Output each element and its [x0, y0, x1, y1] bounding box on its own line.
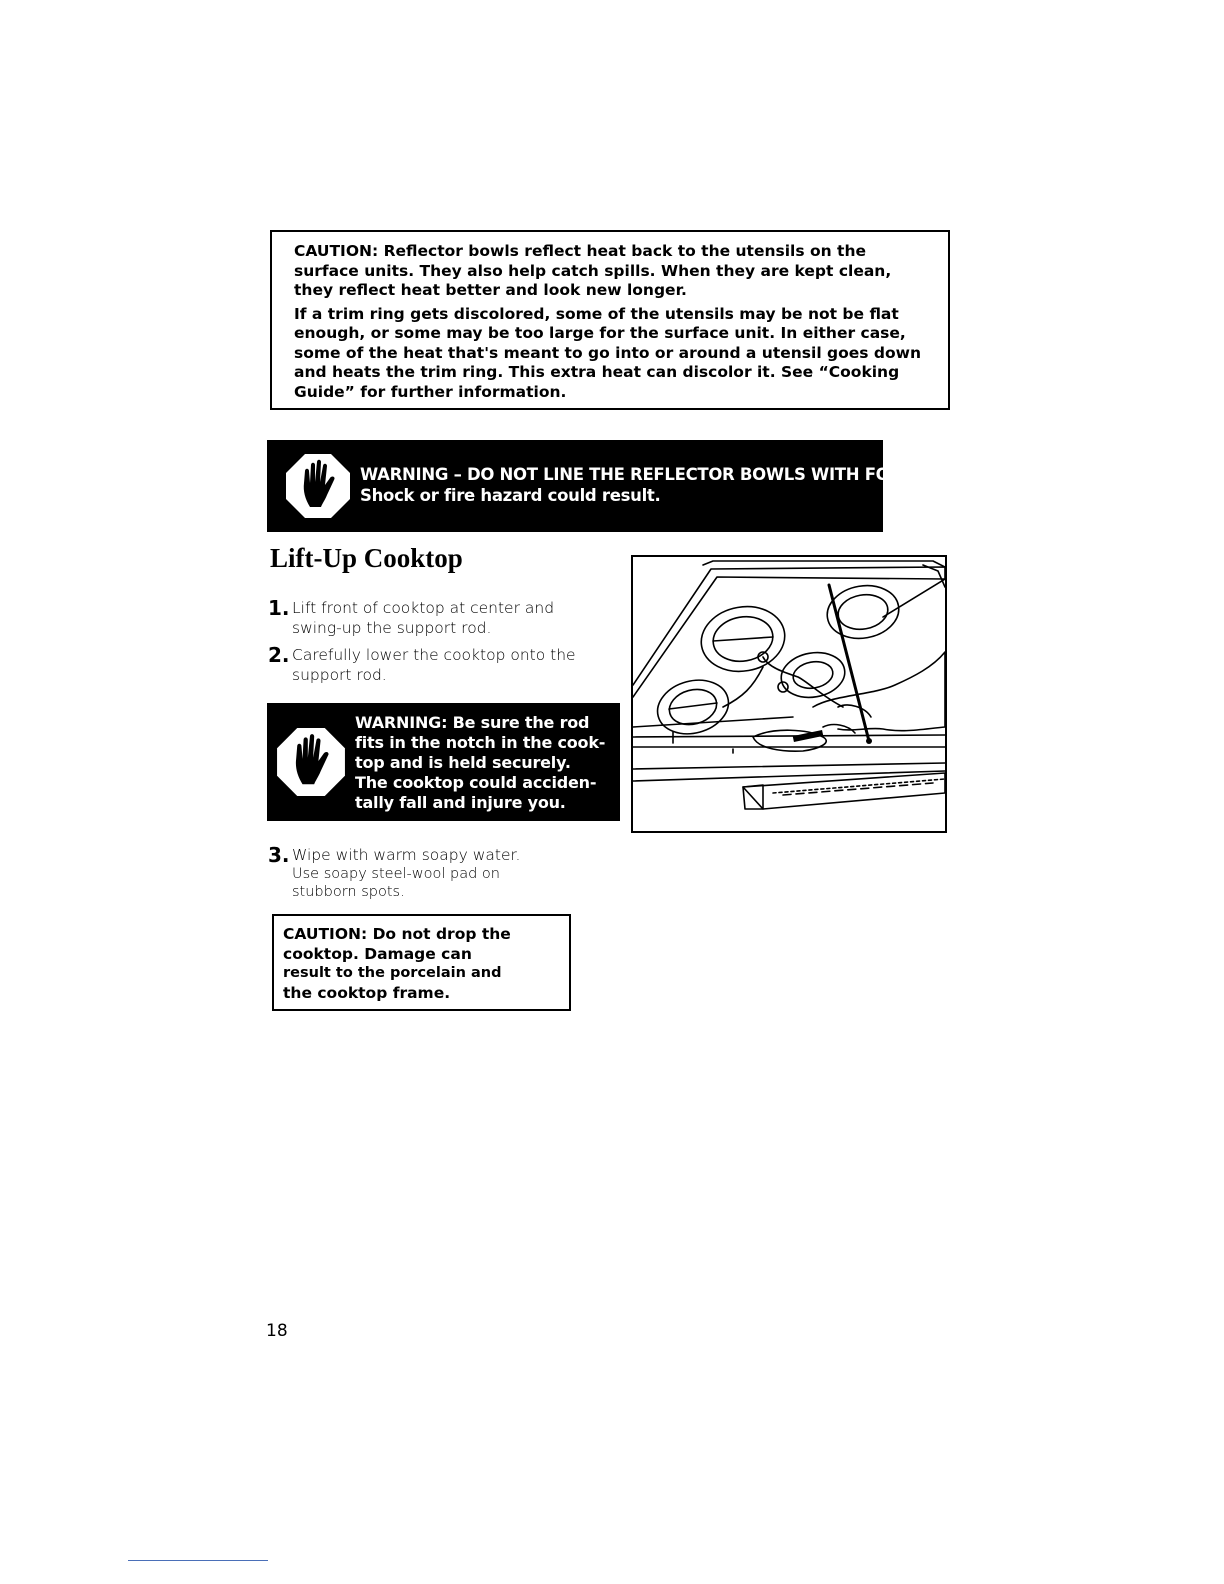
warning-side-line-3: top and is held securely.	[355, 753, 571, 772]
caution-box-reflector-bowls	[270, 230, 950, 410]
warning-side-line-5: tally fall and injure you.	[355, 793, 566, 812]
step-2-number: 2.	[268, 643, 290, 667]
warning-side-text	[355, 713, 605, 813]
step-3-body	[292, 845, 552, 901]
lift-up-cooktop-drawing	[633, 557, 945, 831]
step-2-text: Carefully lower the cooktop onto the support rod.	[292, 646, 576, 684]
caution-paragraph-1: CAUTION: Reflector bowls reflect heat back to the utensils on the surface units. They also help catch spills. When they are kept clean, they reflect heat better and look new longer.	[294, 242, 892, 299]
hand-stop-icon	[276, 727, 346, 797]
caution-box-drop	[272, 914, 571, 1011]
section-title: Lift-Up Cooktop	[270, 543, 463, 573]
page-number: 18	[266, 1321, 288, 1341]
caution-drop-line-3: result to the porcelain and	[283, 965, 502, 981]
step-1-text: Lift front of cooktop at center and swing-up the support rod.	[292, 599, 555, 637]
warning-side-line-1: WARNING: Be sure the rod	[355, 713, 590, 732]
warning-banner-line-1: WARNING – DO NOT LINE THE REFLECTOR BOWLS WITH FOIL.	[360, 465, 912, 484]
step-3-subtext: Use soapy steel-wool pad on stubborn spots.	[292, 866, 500, 900]
step-1-number: 1.	[268, 596, 290, 620]
warning-banner-foil	[267, 440, 912, 532]
caution-drop-line-4: the cooktop frame.	[283, 983, 451, 1002]
step-3-number: 3.	[268, 843, 290, 867]
warning-banner-text	[360, 464, 911, 506]
caution-drop-line-1: CAUTION: Do not drop the	[283, 925, 511, 943]
cooktop-illustration	[631, 555, 947, 833]
warning-banner-line-2: Shock or fire hazard could result.	[360, 486, 661, 505]
caution-drop-line-2: cooktop. Damage can	[283, 944, 472, 963]
step-3-text: Wipe with warm soapy water.	[292, 846, 521, 864]
hand-stop-icon	[285, 453, 351, 519]
warning-side-line-2: fits in the notch in the cook-	[355, 733, 606, 752]
footer-rule	[128, 1560, 268, 1561]
caution-paragraph-2: If a trim ring gets discolored, some of the utensils may be not be flat enough, or some may be too large for the surface unit. In either case, some of the heat that's meant to go into or around a utensil goes down and heats the trim ring. This extra heat can discolor it. See “Cooking Guide” for further information.	[294, 304, 922, 401]
warning-box-support-rod	[267, 703, 620, 821]
warning-side-line-4: The cooktop could acciden-	[355, 773, 597, 792]
